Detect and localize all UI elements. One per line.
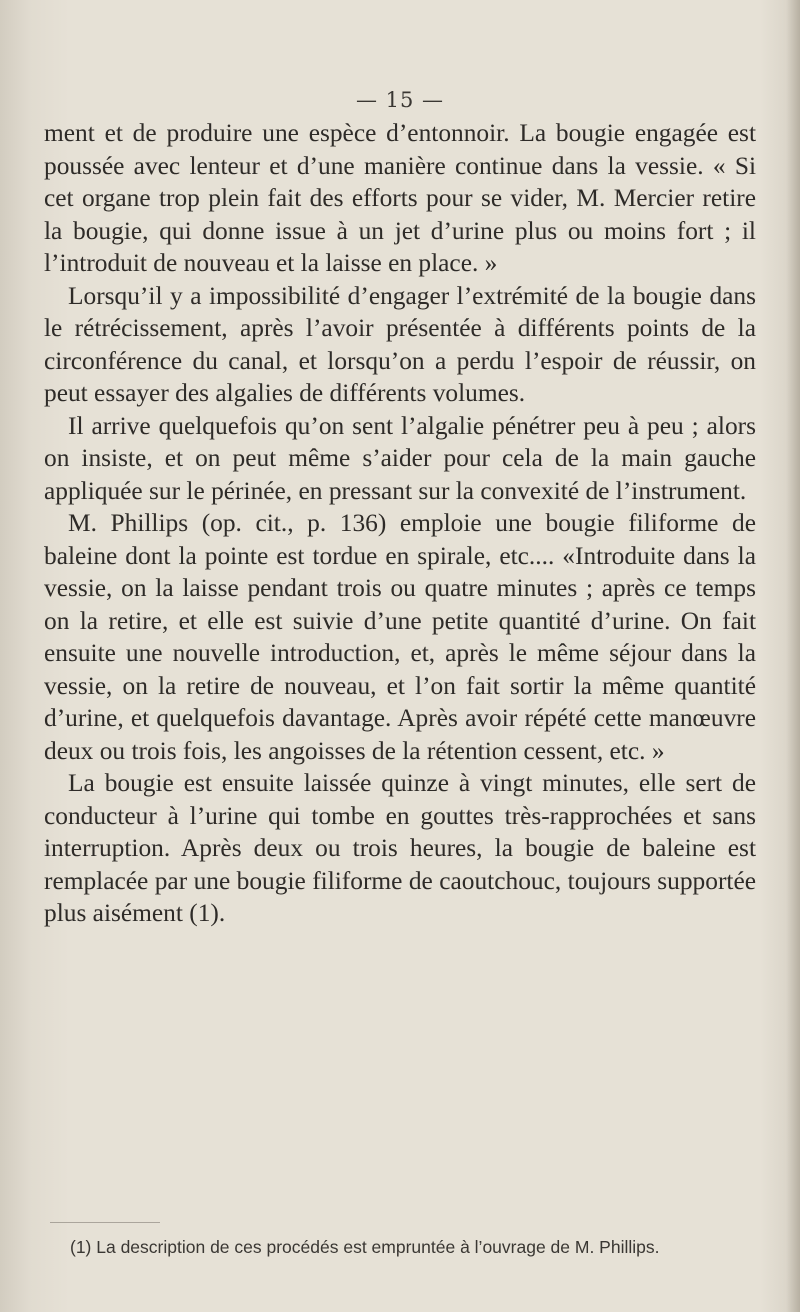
body-text	[44, 117, 756, 930]
paragraph-4: M. Phillips (op. cit., p. 136) emploie une bougie filiforme de baleine dont la pointe est tordue en spirale, etc.... «Introduite dans la vessie, on la laisse pendant trois ou quatre minutes ; après ce temps on la retire, et elle est suivie d’une petite quantité d’urine. On fait ensuite une nouvelle introduction, et, après le même séjour dans la vessie, on la retire de nouveau, et l’on fait sortir la même quantité d’urine, et quelquefois davantage. Après avoir répété cette manœuvre deux ou trois fois, les angoisses de la rétention cessent, etc. »	[44, 509, 756, 765]
paragraph-5: La bougie est ensuite laissée quinze à vingt minutes, elle sert de conducteur à l’urine qui tombe en gouttes très-rapprochées et sans interruption. Après deux ou trois heures, la bougie de baleine est remplacée par une bougie filiforme de caoutchouc, toujours supportée plus aisément (1).	[44, 769, 756, 927]
paragraph-1: ment et de produire une espèce d’entonnoir. La bougie engagée est poussée avec lenteur et d’une manière continue dans la vessie. « Si cet organe trop plein fait des efforts pour se vider, M. Mercier retire la bougie, qui donne issue à un jet d’urine plus ou moins fort ; il l’introduit de nouveau et la laisse en place. »	[44, 119, 756, 277]
paragraph-2: Lorsqu’il y a impossibilité d’engager l’extrémité de la bougie dans le rétrécissement, après l’avoir présentée à différents points de la circonférence du canal, et lorsqu’on a perdu l’espoir de réussir, on peut essayer des algalies de différents volumes.	[44, 281, 756, 407]
paragraph-3: Il arrive quelquefois qu’on sent l’algalie pénétrer peu à peu ; alors on insiste, et on peut même s’aider pour cela de la main gauche appliquée sur le périnée, en pressant sur la convexité de l’instrument.	[44, 411, 756, 505]
footnote-text: (1) La description de ces procédés est empruntée à l’ouvrage de M. Phillips.	[70, 1237, 660, 1257]
page-number: — 15 —	[355, 88, 445, 112]
page-edge-shadow	[786, 0, 800, 1312]
footnote-separator	[50, 1222, 160, 1223]
footnote	[44, 1236, 756, 1259]
